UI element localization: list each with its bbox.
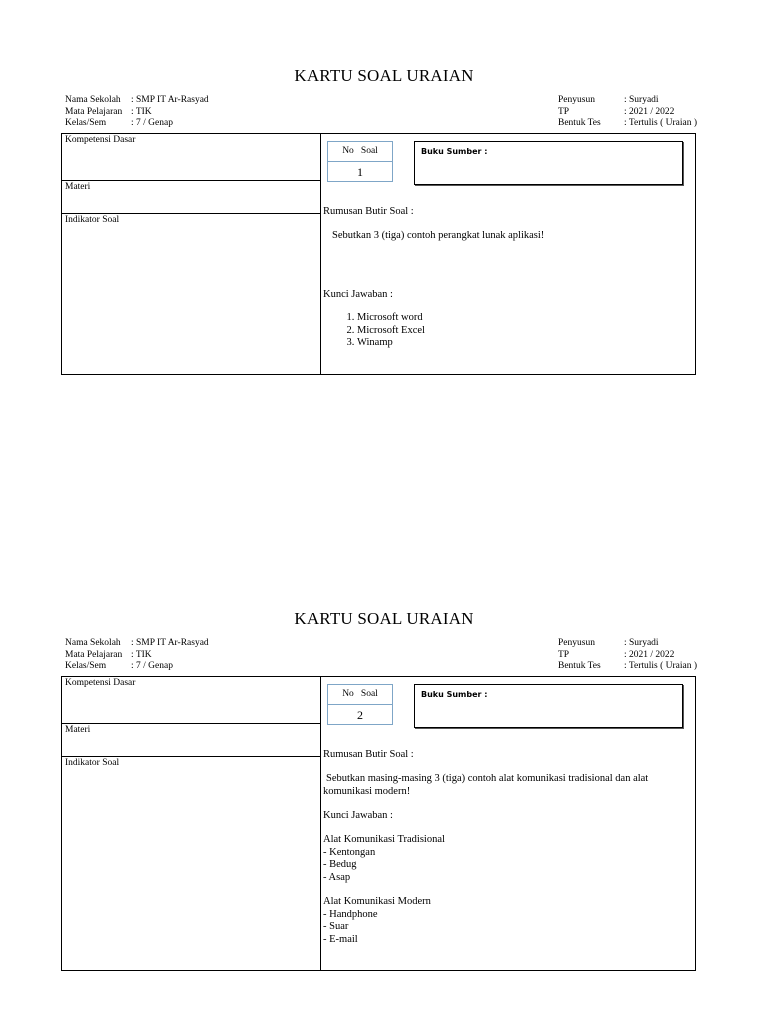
- info-row-year: [558, 650, 697, 662]
- info-label: Mata Pelajaran: [65, 106, 123, 117]
- info-row-class: [65, 661, 209, 673]
- info-row-subject: [65, 650, 209, 662]
- info-label: Penyusun: [558, 638, 595, 648]
- no-soal-value: 2: [357, 708, 363, 722]
- left-column: [62, 677, 321, 970]
- group-traditional-item: - Bedug: [323, 859, 357, 870]
- info-label: Kelas/Sem: [65, 661, 107, 671]
- info-row-test-type: [558, 118, 697, 130]
- info-value: : 7 / Genap: [131, 118, 173, 128]
- kunci-label: Kunci Jawaban :: [323, 289, 393, 300]
- info-label: Bentuk Tes: [558, 661, 601, 671]
- info-value: : TIK: [131, 649, 152, 660]
- left-column: [62, 134, 321, 374]
- rumusan-label: Rumusan Butir Soal :: [323, 749, 414, 760]
- info-value: : Suryadi: [624, 95, 659, 105]
- divider: [62, 213, 320, 214]
- answer-item: 3. Winamp: [357, 337, 425, 350]
- no-soal-label: No Soal: [328, 142, 392, 162]
- info-value: : 7 / Genap: [131, 661, 173, 671]
- info-value: : SMP IT Ar-Rasyad: [131, 638, 209, 648]
- kompetensi-dasar-label: Kompetensi Dasar: [65, 678, 136, 688]
- info-value: : Tertulis ( Uraian ): [624, 118, 698, 128]
- group-modern-item: - Suar: [323, 921, 349, 932]
- buku-sumber-label: Buku Sumber :: [421, 690, 488, 699]
- question-text-line-2: komunikasi modern!: [323, 786, 411, 797]
- info-label: TP: [558, 649, 570, 660]
- info-value: : Tertulis ( Uraian ): [624, 661, 698, 671]
- rumusan-label: Rumusan Butir Soal :: [323, 206, 414, 217]
- no-soal-value: 1: [357, 165, 363, 179]
- group-traditional-item: - Asap: [323, 872, 351, 883]
- no-soal-box: [327, 141, 393, 182]
- divider: [62, 180, 320, 181]
- info-row-school: [65, 638, 209, 650]
- answer-item: 1. Microsoft word: [357, 312, 425, 325]
- info-value: : 2021 / 2022: [624, 649, 675, 660]
- question-text-line-1: Sebutkan masing-masing 3 (tiga) contoh alat komunikasi tradisional dan alat: [326, 773, 649, 784]
- info-value: : TIK: [131, 106, 152, 117]
- info-value: : SMP IT Ar-Rasyad: [131, 95, 209, 105]
- card-title: KARTU SOAL URAIAN: [294, 609, 474, 628]
- divider: [62, 756, 320, 757]
- info-label: Nama Sekolah: [65, 95, 121, 105]
- info-row-test-type: [558, 661, 697, 673]
- no-soal-label: No Soal: [328, 685, 392, 705]
- no-soal-box: [327, 684, 393, 725]
- buku-sumber-box: [414, 141, 683, 185]
- answer-item: 2. Microsoft Excel: [357, 325, 425, 338]
- info-row-author: [558, 95, 697, 107]
- question-text: Sebutkan 3 (tiga) contoh perangkat lunak aplikasi!: [332, 230, 545, 241]
- info-label: Nama Sekolah: [65, 638, 121, 648]
- group-modern-title: Alat Komunikasi Modern: [323, 896, 431, 907]
- group-traditional-item: - Kentongan: [323, 847, 376, 858]
- info-label: Mata Pelajaran: [65, 649, 123, 660]
- info-row-subject: [65, 107, 209, 119]
- info-row-year: [558, 107, 697, 119]
- divider: [62, 723, 320, 724]
- buku-sumber-box: [414, 684, 683, 728]
- school-info: [65, 95, 209, 130]
- group-modern-item: - E-mail: [323, 934, 358, 945]
- group-traditional-title: Alat Komunikasi Tradisional: [323, 834, 445, 845]
- school-info: [65, 638, 209, 673]
- answer-list: [323, 312, 425, 350]
- materi-label: Materi: [65, 725, 91, 735]
- kompetensi-dasar-label: Kompetensi Dasar: [65, 135, 136, 145]
- author-info: [558, 638, 697, 673]
- kunci-label: Kunci Jawaban :: [323, 810, 393, 821]
- card-table: [61, 676, 696, 971]
- info-label: Bentuk Tes: [558, 118, 601, 128]
- materi-label: Materi: [65, 182, 91, 192]
- info-value: : Suryadi: [624, 638, 659, 648]
- indikator-soal-label: Indikator Soal: [65, 215, 120, 225]
- group-modern-item: - Handphone: [323, 909, 378, 920]
- info-row-class: [65, 118, 209, 130]
- info-label: Penyusun: [558, 95, 595, 105]
- indikator-soal-label: Indikator Soal: [65, 758, 120, 768]
- info-label: Kelas/Sem: [65, 118, 107, 128]
- card-table: [61, 133, 696, 375]
- info-value: : 2021 / 2022: [624, 106, 675, 117]
- card-title: KARTU SOAL URAIAN: [294, 66, 474, 85]
- info-label: TP: [558, 106, 570, 117]
- author-info: [558, 95, 697, 130]
- buku-sumber-label: Buku Sumber :: [421, 147, 488, 156]
- info-row-school: [65, 95, 209, 107]
- info-row-author: [558, 638, 697, 650]
